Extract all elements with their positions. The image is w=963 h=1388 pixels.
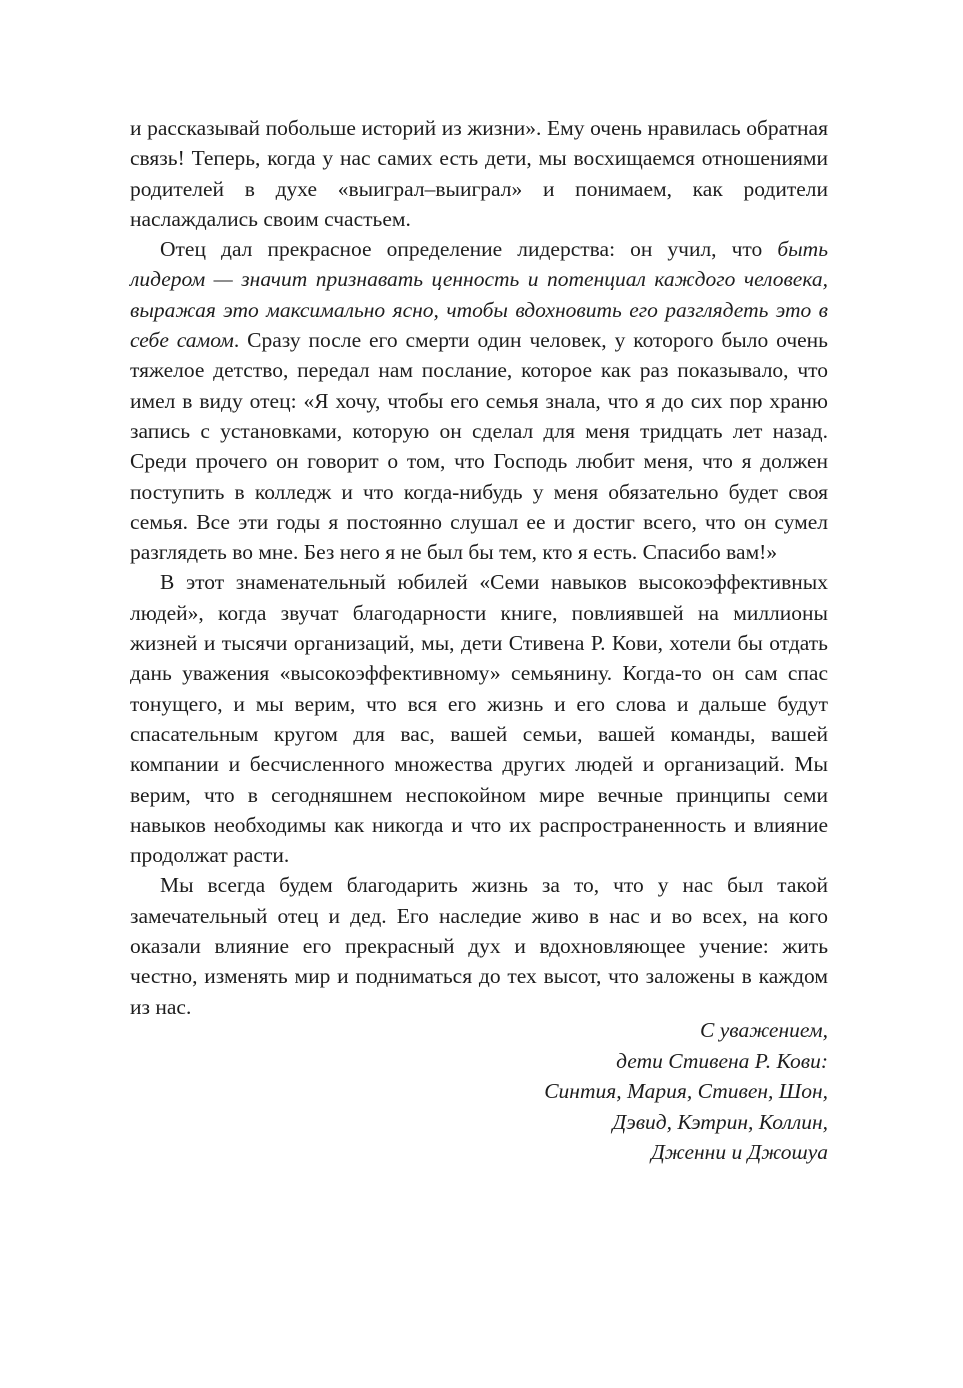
body-text bbox=[130, 113, 828, 1022]
paragraph-2-intro: Отец дал прекрасное определение лидерства: он учил, что bbox=[160, 237, 778, 262]
signature-line: дети Стивена Р. Кови: bbox=[616, 1048, 828, 1073]
paragraph-2-rest: . Сразу после его смерти один человек, у которого было очень тяжелое детство, передал нам послание, которое как раз показывало, что имел в виду отец: «Я хочу, чтобы его семья знала, что я до сих пор храню запись с установками, которую он сделал для меня тридцать лет назад. Среди прочего он говорит о том, что Господь любит меня, что я должен поступить в колледж и что когда-нибудь у меня обязательно будет своя семья. Все эти годы я постоянно слушал ее и достиг всего, что он сумел разглядеть во мне. Без него я не был бы тем, кто я есть. Спасибо вам!» bbox=[130, 328, 828, 565]
paragraph-3: В этот знаменательный юбилей «Семи навыков высокоэффективных людей», когда звучат благодарности книге, повлиявшей на миллионы жизней и тысячи организаций, мы, дети Стивена Р. Кови, хотели бы отдать дань уважения «высокоэффективному» семьянину. Когда-то он сам спас тонущего, и мы верим, что вся его жизнь и его слова и дальше будут спасательным кругом для вас, вашей семьи, вашей команды, вашей компании и бесчисленного множества других людей и организаций. Мы верим, что в сегодняшнем неспокойном мире вечные принципы семи навыков необходимы как никогда и что их распространенность и влияние продолжат расти. bbox=[130, 570, 828, 868]
leadership-definition: быть лидером — значит признавать ценность и потенциал каждого человека, выражая это максимально ясно, чтобы вдохновить его разглядеть это в себе самом bbox=[130, 237, 828, 353]
signature-line: С уважением, bbox=[700, 1018, 828, 1042]
signature-line: Дэвид, Кэтрин, Коллин, bbox=[612, 1109, 828, 1134]
paragraph-4: Мы всегда будем благодарить жизнь за то, что у нас был такой замечательный отец и дед. Его наследие живо в нас и во всех, на кого оказали влияние его прекрасный дух и вдохновляющее учение: жить честно, изменять мир и подниматься до тех высот, что заложены в каждом из нас. bbox=[130, 873, 828, 1019]
paragraph-1: и рассказывай побольше историй из жизни». Ему очень нравилась обратная связь! Теперь, когда у нас самих есть дети, мы восхищаемся отношениями родителей в духе «выиграл–выиграл» и понимаем, как родители наслаждались своим счастьем. bbox=[130, 116, 828, 231]
signature-line: Дженни и Джошуа bbox=[651, 1140, 828, 1164]
paragraph-2 bbox=[130, 234, 828, 567]
signature-block bbox=[544, 1015, 828, 1168]
signature-line: Синтия, Мария, Стивен, Шон, bbox=[544, 1079, 828, 1103]
